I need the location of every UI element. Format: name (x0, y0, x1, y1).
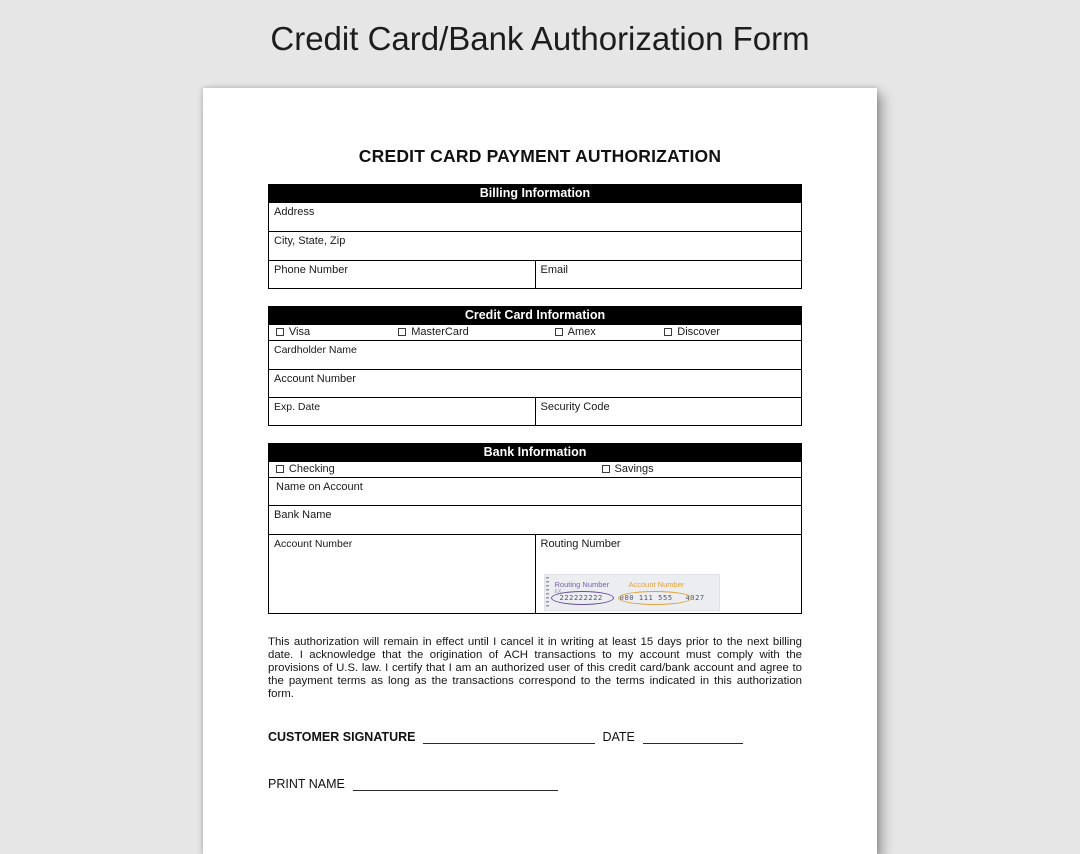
cardholder-name-field[interactable] (269, 340, 801, 369)
customer-signature-label: CUSTOMER SIGNATURE (268, 730, 416, 744)
account-type-checking[interactable] (276, 463, 335, 475)
date-label: DATE (602, 730, 635, 744)
print-name-label: PRINT NAME (268, 777, 345, 791)
exp-date-label: Exp. Date (274, 401, 321, 413)
account-type-row (269, 461, 801, 477)
mastercard-checkbox[interactable] (398, 328, 406, 336)
check-routing-value: 222222222 (559, 594, 603, 602)
phone-field[interactable] (269, 261, 536, 288)
bank-numbers-row (269, 534, 801, 613)
bank-name-field[interactable] (269, 505, 801, 534)
mastercard-label: MasterCard (411, 326, 469, 338)
address-label: Address (274, 206, 315, 218)
customer-signature-line[interactable] (423, 743, 595, 744)
check-micr-line (551, 594, 705, 606)
billing-section-header: Billing Information (269, 185, 801, 202)
card-type-discover[interactable] (664, 326, 720, 338)
savings-label: Savings (614, 463, 654, 475)
exp-security-row (269, 397, 801, 425)
phone-email-row (269, 260, 801, 288)
card-account-number-field[interactable] (269, 369, 801, 397)
bank-section-header: Bank Information (269, 444, 801, 461)
security-code-field[interactable] (536, 398, 802, 425)
discover-checkbox[interactable] (664, 328, 672, 336)
form-title: CREDIT CARD PAYMENT AUTHORIZATION (358, 146, 722, 166)
city-state-zip-field[interactable] (269, 231, 801, 260)
check-number-value: 4027 (685, 594, 705, 602)
paper (203, 88, 877, 854)
email-label: Email (540, 264, 569, 276)
credit-card-section-header: Credit Card Information (269, 307, 801, 324)
card-type-mastercard[interactable] (398, 326, 468, 338)
routing-number-field[interactable] (536, 535, 802, 613)
card-type-row (269, 324, 801, 340)
terms-paragraph: This authorization will remain in effect until I cancel it in writing at least 15 days prior to the next billing date. I acknowledge that the origination of ACH transactions to my account must comply with the provisions of U.S. law. I certify that I am an authorized user of this credit card/bank account and agree to the payment terms as long as the transactions correspond to the terms indicated in this authorization form. (268, 636, 802, 700)
security-code-label: Security Code (540, 401, 610, 413)
checking-checkbox[interactable] (276, 465, 284, 473)
billing-section (268, 184, 802, 289)
bank-account-number-label: Account Number (274, 538, 353, 550)
bank-name-label: Bank Name (274, 509, 332, 521)
amex-checkbox[interactable] (555, 328, 563, 336)
card-type-visa[interactable] (276, 326, 310, 338)
card-account-number-label: Account Number (274, 373, 356, 385)
print-name-line[interactable] (353, 790, 558, 791)
checking-label: Checking (288, 463, 335, 475)
date-line[interactable] (643, 743, 743, 744)
phone-label: Phone Number (274, 264, 348, 276)
bank-account-number-field[interactable] (269, 535, 536, 613)
routing-highlight-ellipse (551, 591, 614, 605)
exp-date-field[interactable] (269, 398, 536, 425)
visa-label: Visa (288, 326, 311, 338)
signature-row (268, 730, 802, 744)
account-type-savings[interactable] (602, 463, 654, 475)
form-body (268, 184, 802, 791)
address-field[interactable] (269, 202, 801, 231)
cardholder-name-label: Cardholder Name (274, 344, 357, 356)
savings-checkbox[interactable] (602, 465, 610, 473)
amex-label: Amex (567, 326, 596, 338)
city-state-zip-label: City, State, Zip (274, 235, 346, 247)
credit-card-section (268, 306, 802, 426)
visa-checkbox[interactable] (276, 328, 284, 336)
card-type-amex[interactable] (555, 326, 596, 338)
discover-label: Discover (677, 326, 721, 338)
email-field[interactable] (536, 261, 802, 288)
check-edge-perforation (546, 577, 549, 608)
account-highlight-ellipse (618, 591, 692, 605)
name-on-account-field[interactable] (269, 477, 801, 505)
check-account-label: Account Number (628, 580, 685, 589)
routing-number-label: Routing Number (540, 538, 621, 550)
name-on-account-label: Name on Account (276, 481, 363, 493)
check-ex-label: EX. (554, 589, 563, 595)
page-title: Credit Card/Bank Authorization Form (270, 20, 810, 57)
bank-section (268, 443, 802, 614)
print-name-row (268, 777, 802, 791)
check-sample-image (544, 574, 720, 611)
check-account-value: 000 111 555 (619, 594, 673, 602)
check-routing-label: Routing Number (554, 580, 610, 589)
